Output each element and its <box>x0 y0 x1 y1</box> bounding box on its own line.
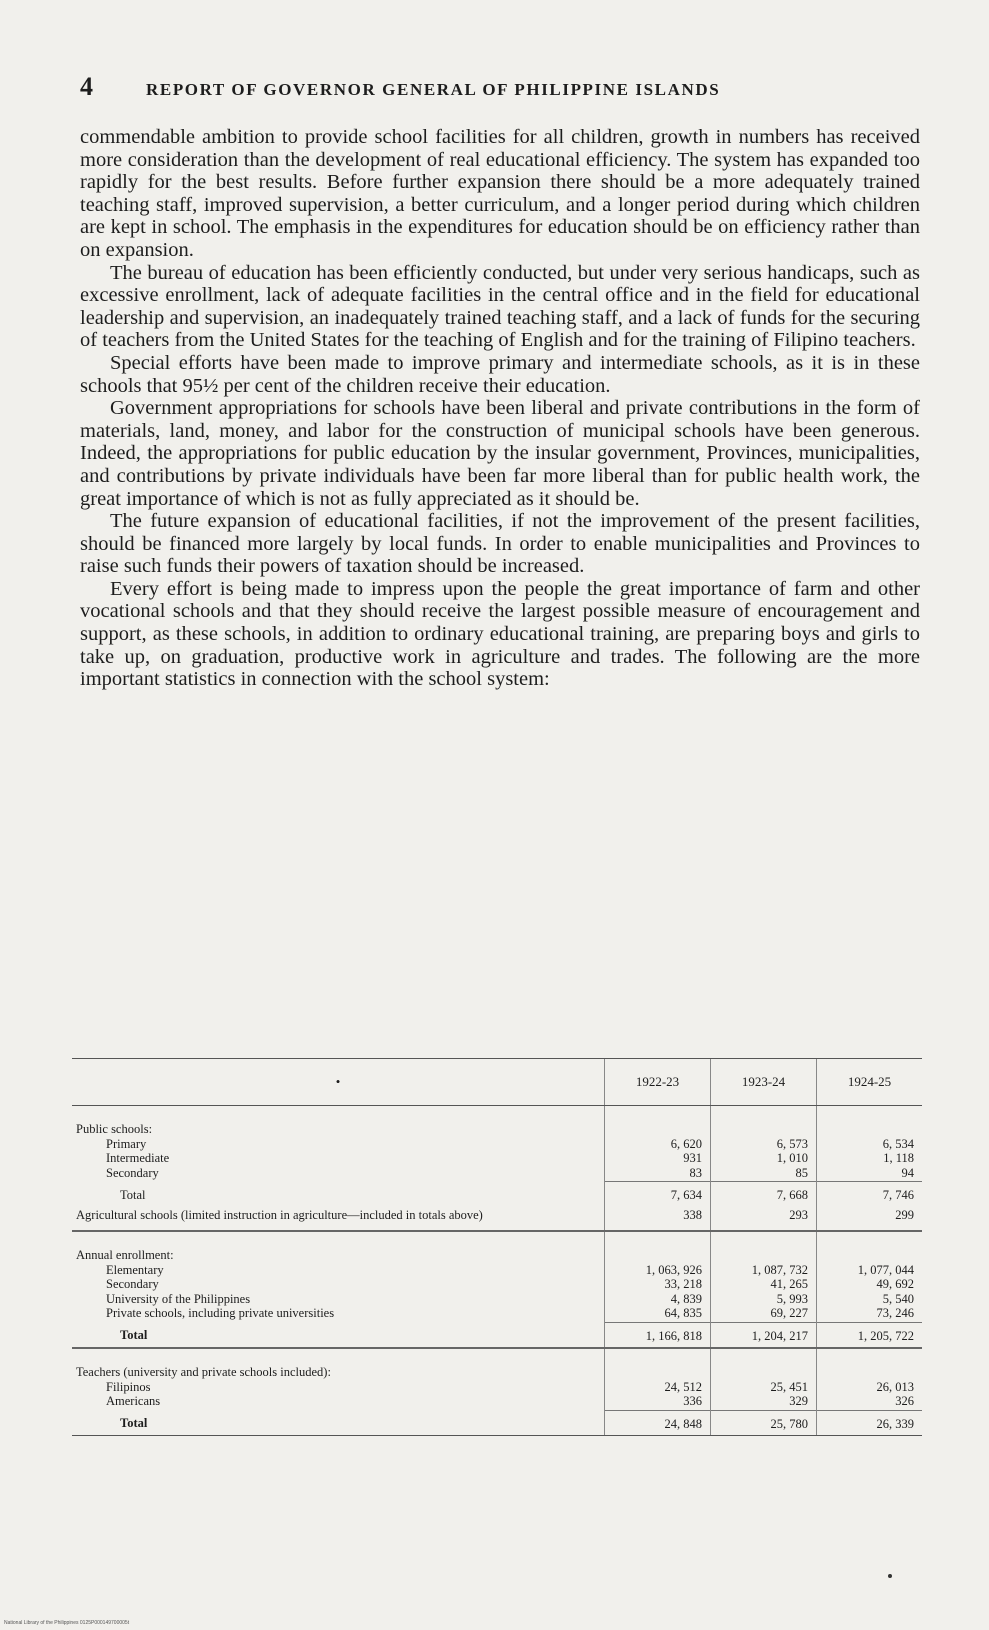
cell: 94 <box>901 1165 914 1180</box>
cell: 33, 218 <box>664 1277 702 1291</box>
paragraph: Every effort is being made to impress upon the people the great importance of farm and other vocational schools and that they should receive the largest possible measure of encouragement and support, as these schools, in addition to ordinary educational training, are preparing boys and girls to take up, on graduation, productive work in agriculture and trades. The following are the more important statistics in connection with the school system: <box>80 577 920 691</box>
table-header-row <box>72 1059 922 1106</box>
table-row-enrollment <box>72 1231 922 1322</box>
cell: 293 <box>711 1207 817 1232</box>
row-label: Agricultural schools (limited instruction in agriculture—included in totals above) <box>76 1207 483 1222</box>
cell: 6, 620 <box>670 1136 702 1151</box>
group-heading: Teachers (university and private schools included): <box>76 1365 331 1379</box>
column-header: 1922-23 <box>605 1059 711 1106</box>
cell: 1, 087, 732 <box>751 1262 808 1277</box>
row-label: Americans <box>106 1394 161 1408</box>
group-heading: Annual enrollment: <box>76 1248 174 1262</box>
running-head: REPORT OF GOVERNOR GENERAL OF PHILIPPINE ISLANDS <box>146 80 721 99</box>
body-text <box>80 126 920 691</box>
cell: 1, 205, 722 <box>817 1322 923 1348</box>
cell: 336 <box>683 1394 702 1408</box>
column-header: 1924-25 <box>817 1059 923 1106</box>
total-label: Total <box>120 1416 148 1430</box>
total-label: Total <box>120 1328 148 1342</box>
group-heading: Public schools: <box>76 1122 153 1136</box>
cell: 7, 668 <box>711 1182 817 1207</box>
ink-dot <box>888 1574 892 1578</box>
row-label: Elementary <box>106 1262 164 1277</box>
cell: 1, 166, 818 <box>605 1322 711 1348</box>
cell: 5, 993 <box>776 1291 808 1306</box>
paragraph: commendable ambition to provide school facilities for all children, growth in numbers has received more consideration than the development of real educational efficiency. The system has expanded too rapidly for the best results. Before further expansion there should be a more adequately trained teaching staff, improved supervision, a better curriculum, and a longer period during which children are kept in school. The emphasis in the expenditures for education should be on efficiency rather than on expansion. <box>80 126 920 261</box>
cell: 931 <box>683 1151 702 1165</box>
cell: 5, 540 <box>882 1291 914 1306</box>
stub-header: • <box>72 1059 605 1106</box>
cell: 85 <box>795 1165 808 1180</box>
row-label: Primary <box>106 1136 147 1151</box>
cell: 326 <box>895 1394 914 1408</box>
cell: 4, 839 <box>670 1291 702 1306</box>
table-row-teachers <box>72 1348 922 1410</box>
cell: 1, 118 <box>883 1151 914 1165</box>
scan-footer-note: National Library of the Philippines 0125P000149700005t <box>4 1620 130 1626</box>
cell: 7, 634 <box>605 1182 711 1207</box>
table-row-agricultural <box>72 1207 922 1232</box>
cell: 73, 246 <box>876 1306 914 1320</box>
cell: 299 <box>817 1207 923 1232</box>
table-row-public-total <box>72 1182 922 1207</box>
cell: 64, 835 <box>664 1306 702 1320</box>
table-row-teachers-total <box>72 1410 922 1436</box>
total-label: Total <box>120 1187 146 1202</box>
row-label: Intermediate <box>106 1151 170 1165</box>
cell: 25, 780 <box>711 1410 817 1436</box>
table-row-public-schools <box>72 1106 922 1182</box>
table-row-enrollment-total <box>72 1322 922 1348</box>
cell: 1, 077, 044 <box>857 1262 914 1277</box>
cell: 1, 010 <box>776 1151 808 1165</box>
row-label: Filipinos <box>106 1379 151 1394</box>
cell: 6, 573 <box>776 1136 808 1151</box>
paragraph: Special efforts have been made to improve primary and intermediate schools, as it is in these schools that 95½ per cent of the children receive their education. <box>80 351 920 397</box>
cell: 26, 013 <box>876 1379 914 1394</box>
column-header: 1923-24 <box>711 1059 817 1106</box>
row-label: University of the Philippines <box>106 1291 251 1306</box>
cell: 338 <box>605 1207 711 1232</box>
paragraph: The bureau of education has been efficiently conducted, but under very serious handicaps, such as excessive enrollment, lack of adequate facilities in the central office and in the field for educational leadership and supervision, an inadequately trained teaching staff, and a lack of funds for the securing of teachers from the United States for the teaching of English and for the training of Filipino teachers. <box>80 261 920 352</box>
paragraph: The future expansion of educational facilities, if not the improvement of the present facilities, should be financed more largely by local funds. In order to enable municipalities and Provinces to raise such funds their powers of taxation should be increased. <box>80 510 920 578</box>
row-label: Secondary <box>106 1165 159 1180</box>
cell: 24, 848 <box>605 1410 711 1436</box>
page-number: 4 <box>80 72 93 101</box>
cell: 24, 512 <box>664 1379 702 1394</box>
school-statistics-table <box>72 1058 922 1436</box>
cell: 329 <box>789 1394 808 1408</box>
cell: 1, 204, 217 <box>711 1322 817 1348</box>
cell: 41, 265 <box>770 1277 808 1291</box>
paragraph: Government appropriations for schools have been liberal and private contributions in the form of materials, land, money, and labor for the construction of municipal schools have been generous. Indeed, the appropriations for public education by the insular government, Provinces, municipalities, and contributions by private individuals have been far more liberal than for public health work, the great importance of which is not as fully appreciated as it should be. <box>80 397 920 510</box>
row-label: Secondary <box>106 1277 159 1291</box>
cell: 69, 227 <box>770 1306 808 1320</box>
cell: 1, 063, 926 <box>645 1262 702 1277</box>
page-header <box>80 72 920 112</box>
row-label: Private schools, including private universities <box>106 1306 335 1320</box>
cell: 6, 534 <box>882 1136 914 1151</box>
cell: 26, 339 <box>817 1410 923 1436</box>
cell: 49, 692 <box>876 1277 914 1291</box>
cell: 7, 746 <box>817 1182 923 1207</box>
cell: 83 <box>689 1165 702 1180</box>
cell: 25, 451 <box>770 1379 808 1394</box>
